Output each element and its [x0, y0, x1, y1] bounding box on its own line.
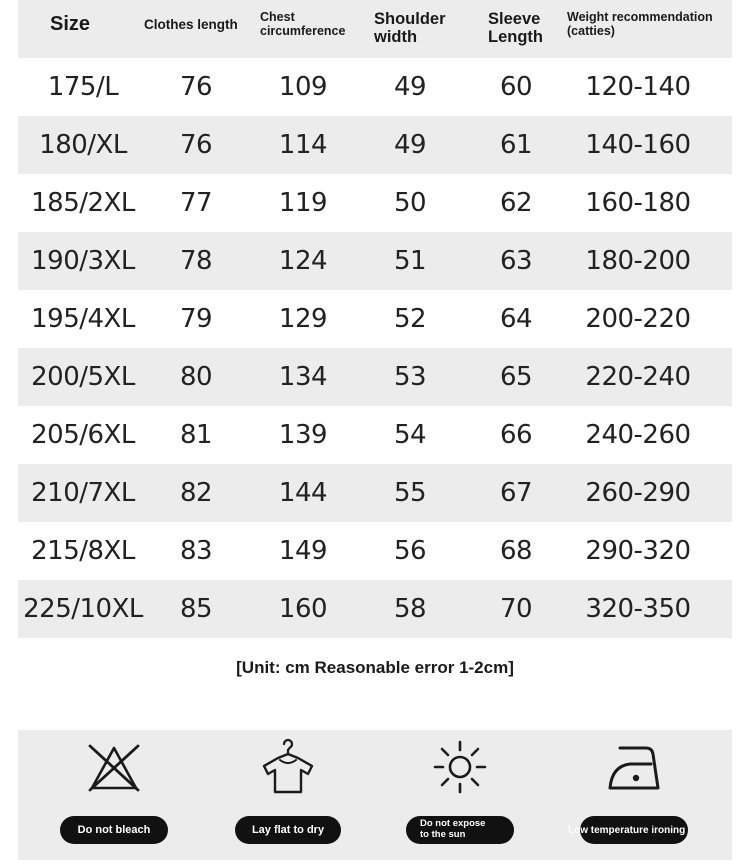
care-label-pill: Do not bleach [60, 816, 168, 844]
cell-weight: 220-240 [585, 362, 691, 392]
cell-weight: 200-220 [585, 304, 691, 334]
care-label-line1: Do not expose [420, 818, 486, 830]
cell-size: 185/2XL [31, 188, 135, 218]
table-row [18, 232, 732, 290]
cell-shoulder: 50 [393, 188, 427, 218]
cell-chest: 160 [278, 594, 328, 624]
cell-weight: 290-320 [585, 536, 691, 566]
header-weight-line1: Weight recommendation [567, 10, 713, 24]
cell-size: 215/8XL [31, 536, 135, 566]
do-not-bleach-icon [86, 738, 142, 796]
cell-weight: 240-260 [585, 420, 691, 450]
cell-sleeve: 64 [499, 304, 533, 334]
cell-weight: 160-180 [585, 188, 691, 218]
care-label-line2: to the sun [420, 829, 466, 840]
cell-clothes-length: 85 [179, 594, 213, 624]
cell-clothes-length: 82 [179, 478, 213, 508]
cell-chest: 139 [278, 420, 328, 450]
header-shoulder-line1: Shoulder [374, 10, 446, 28]
header-sleeve-line2: Length [488, 28, 543, 47]
care-low-temperature-ironing [568, 730, 694, 860]
header-shoulder-width [374, 10, 446, 46]
cell-size: 175/L [47, 72, 119, 102]
care-instructions-panel [18, 730, 732, 860]
cell-size: 200/5XL [31, 362, 135, 392]
cell-size: 205/6XL [31, 420, 135, 450]
cell-chest: 134 [278, 362, 328, 392]
header-sleeve-line1: Sleeve [488, 10, 541, 28]
cell-size: 225/10XL [23, 594, 143, 624]
cell-size: 210/7XL [31, 478, 135, 508]
cell-chest: 144 [278, 478, 328, 508]
care-label-text: Low temperature ironing [568, 824, 686, 836]
cell-shoulder: 52 [393, 304, 427, 334]
cell-sleeve: 63 [499, 246, 533, 276]
cell-clothes-length: 81 [179, 420, 213, 450]
cell-size: 195/4XL [31, 304, 135, 334]
cell-size: 190/3XL [31, 246, 135, 276]
unit-note: [Unit: cm Reasonable error 1-2cm] [236, 658, 514, 677]
table-header [18, 0, 732, 58]
cell-clothes-length: 78 [179, 246, 213, 276]
header-weight-recommendation [567, 11, 713, 39]
table-row [18, 464, 732, 522]
size-chart-table [18, 0, 732, 638]
cell-chest: 129 [278, 304, 328, 334]
care-do-not-bleach [54, 730, 174, 860]
cell-sleeve: 67 [499, 478, 533, 508]
cell-sleeve: 70 [499, 594, 533, 624]
care-label-pill [568, 816, 688, 844]
table-row [18, 522, 732, 580]
cell-weight: 320-350 [585, 594, 691, 624]
cell-weight: 140-160 [585, 130, 691, 160]
care-do-not-expose-to-sun [400, 730, 520, 860]
cell-clothes-length: 80 [179, 362, 213, 392]
cell-shoulder: 56 [393, 536, 427, 566]
cell-chest: 114 [278, 130, 328, 160]
header-clothes-length: Clothes length [144, 17, 238, 32]
cell-sleeve: 60 [499, 72, 533, 102]
cell-shoulder: 49 [393, 72, 427, 102]
care-lay-flat-to-dry [228, 730, 348, 860]
header-shoulder-line2: width [374, 28, 418, 47]
cell-shoulder: 51 [393, 246, 427, 276]
cell-sleeve: 62 [499, 188, 533, 218]
cell-sleeve: 61 [499, 130, 533, 160]
cell-clothes-length: 76 [179, 72, 213, 102]
cell-shoulder: 54 [393, 420, 427, 450]
table-row [18, 580, 732, 638]
table-row [18, 348, 732, 406]
cell-chest: 124 [278, 246, 328, 276]
header-size: Size [50, 13, 91, 35]
table-row [18, 58, 732, 116]
cell-sleeve: 65 [499, 362, 533, 392]
lay-flat-to-dry-icon [260, 738, 316, 796]
cell-weight: 120-140 [585, 72, 691, 102]
table-row [18, 174, 732, 232]
cell-clothes-length: 83 [179, 536, 213, 566]
table-row [18, 406, 732, 464]
header-chest-circumference [260, 11, 345, 39]
header-chest-line2: circumference [260, 23, 346, 38]
cell-shoulder: 55 [393, 478, 427, 508]
cell-clothes-length: 77 [179, 188, 213, 218]
cell-shoulder: 49 [393, 130, 427, 160]
cell-size: 180/XL [39, 130, 127, 160]
care-label-pill [406, 816, 514, 844]
cell-clothes-length: 79 [179, 304, 213, 334]
cell-shoulder: 53 [393, 362, 427, 392]
header-chest-line1: Chest [260, 10, 295, 24]
sun-icon [432, 738, 488, 796]
cell-sleeve: 66 [499, 420, 533, 450]
cell-clothes-length: 76 [179, 130, 213, 160]
header-weight-line2: (catties) [567, 23, 615, 38]
iron-icon [606, 738, 662, 796]
cell-chest: 149 [278, 536, 328, 566]
cell-chest: 109 [278, 72, 328, 102]
care-label-pill: Lay flat to dry [235, 816, 341, 844]
cell-shoulder: 58 [393, 594, 427, 624]
table-row [18, 290, 732, 348]
cell-weight: 180-200 [585, 246, 691, 276]
table-row [18, 116, 732, 174]
header-sleeve-length [488, 10, 543, 46]
cell-chest: 119 [278, 188, 328, 218]
cell-weight: 260-290 [585, 478, 691, 508]
cell-sleeve: 68 [499, 536, 533, 566]
